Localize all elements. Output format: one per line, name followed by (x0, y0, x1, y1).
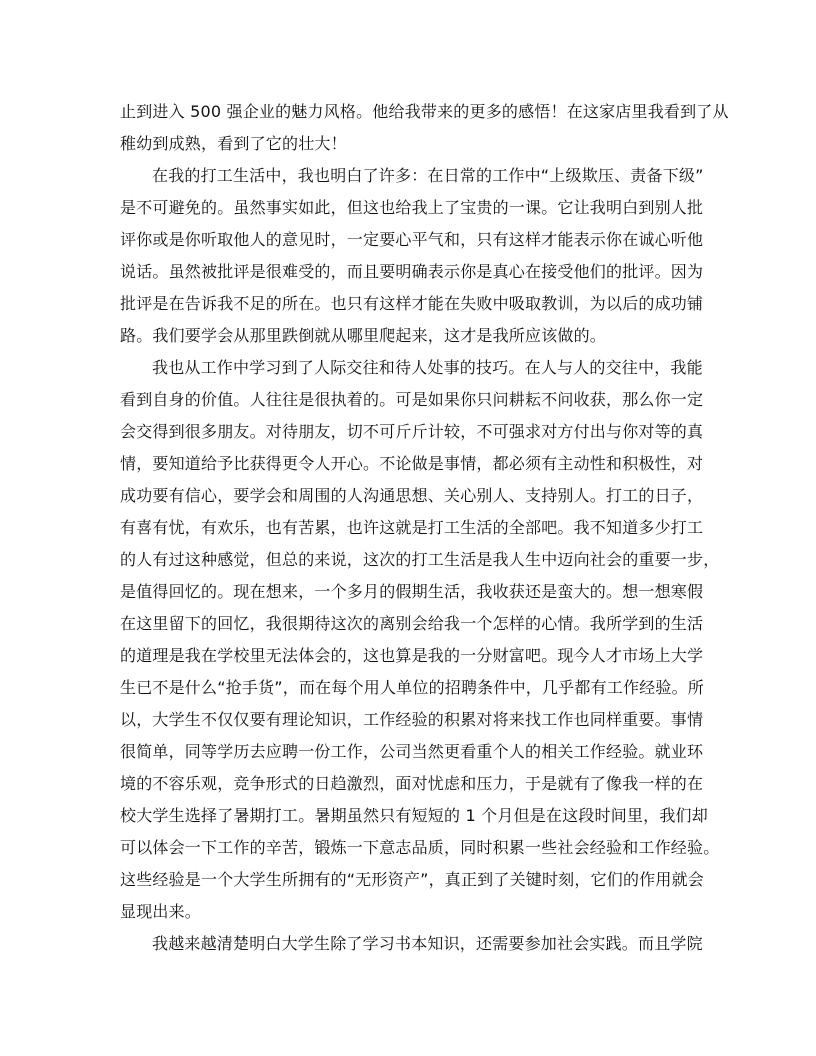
text-line: 校大学生选择了暑期打工。暑期虽然只有短短的 1 个月但是在这段时间里，我们却 (120, 806, 708, 825)
text-line: 境的不容乐观，竞争形式的日趋激烈，面对忧虑和压力，于是就有了像我一样的在 (120, 774, 704, 793)
text-line: 情，要知道给予比获得更令人开心。不论做是事情，都必须有主动性和积极性，对 (120, 454, 704, 473)
text-line: 的道理是我在学校里无法体会的，这也算是我的一分财富吧。现今人才市场上大学 (120, 646, 704, 665)
text-line: 说话。虽然被批评是很难受的，而且要明确表示你是真心在接受他们的批评。因为 (120, 262, 704, 281)
text-line: 显现出来。 (120, 902, 202, 921)
text-line: 这些经验是一个大学生所拥有的“无形资产”，真正到了关键时刻，它们的作用就会 (120, 870, 704, 889)
text-line: 可以体会一下工作的辛苦，锻炼一下意志品质，同时积累一些社会经验和工作经验。 (120, 838, 720, 857)
text-line: 看到自身的价值。人往往是很执着的。可是如果你只问耕耘不问收获，那么你一定 (120, 390, 704, 409)
text-line: 稚幼到成熟，看到了它的壮大！ (120, 134, 347, 153)
paragraph (120, 96, 729, 160)
text-line: 评你或是你听取他人的意见时，一定要心平气和，只有这样才能表示你在诚心听他 (120, 230, 704, 249)
text-line: 成功要有信心，要学会和周围的人沟通思想、关心别人、支持别人。打工的日子， (120, 486, 704, 505)
text-line: 很简单，同等学历去应聘一份工作，公司当然更看重个人的相关工作经验。就业环 (120, 742, 704, 761)
text-line: 批评是在告诉我不足的所在。也只有这样才能在失败中吸取教训，为以后的成功铺 (120, 294, 704, 313)
text-line: 我越来越清楚明白大学生除了学习书本知识，还需要参加社会实践。而且学院 (152, 934, 703, 953)
text-line: 在这里留下的回忆，我很期待这次的离别会给我一个怎样的心情。我所学到的生活 (120, 614, 704, 633)
text-line: 是不可避免的。虽然事实如此，但这也给我上了宝贵的一课。它让我明白到别人批 (120, 198, 704, 217)
text-line: 在我的打工生活中，我也明白了许多：在日常的工作中“上级欺压、责备下级” (152, 166, 704, 185)
text-line: 会交得到很多朋友。对待朋友，切不可斤斤计较，不可强求对方付出与你对等的真 (120, 422, 704, 441)
text-line: 有喜有忧，有欢乐，也有苦累，也许这就是打工生活的全部吧。我不知道多少打工 (120, 518, 704, 537)
text-line: 我也从工作中学习到了人际交往和待人处事的技巧。在人与人的交往中，我能 (152, 358, 703, 377)
paragraph (120, 928, 703, 960)
text-line: 止到进入 500 强企业的魅力风格。他给我带来的更多的感悟！在这家店里我看到了从 (120, 102, 729, 121)
text-line: 路。我们要学会从那里跌倒就从哪里爬起来，这才是我所应该做的。 (120, 326, 607, 345)
text-line: 以，大学生不仅仅要有理论知识，工作经验的积累对将来找工作也同样重要。事情 (120, 710, 704, 729)
paragraph (120, 352, 720, 928)
text-line: 是值得回忆的。现在想来，一个多月的假期生活，我收获还是蛮大的。想一想寒假 (120, 582, 704, 601)
text-line: 的人有过这种感觉，但总的来说，这次的打工生活是我人生中迈向社会的重要一步， (120, 550, 720, 569)
paragraph (120, 160, 704, 352)
document-page (120, 96, 729, 960)
text-line: 生已不是什么“抢手货”，而在每个用人单位的招聘条件中，几乎都有工作经验。所 (120, 678, 704, 697)
